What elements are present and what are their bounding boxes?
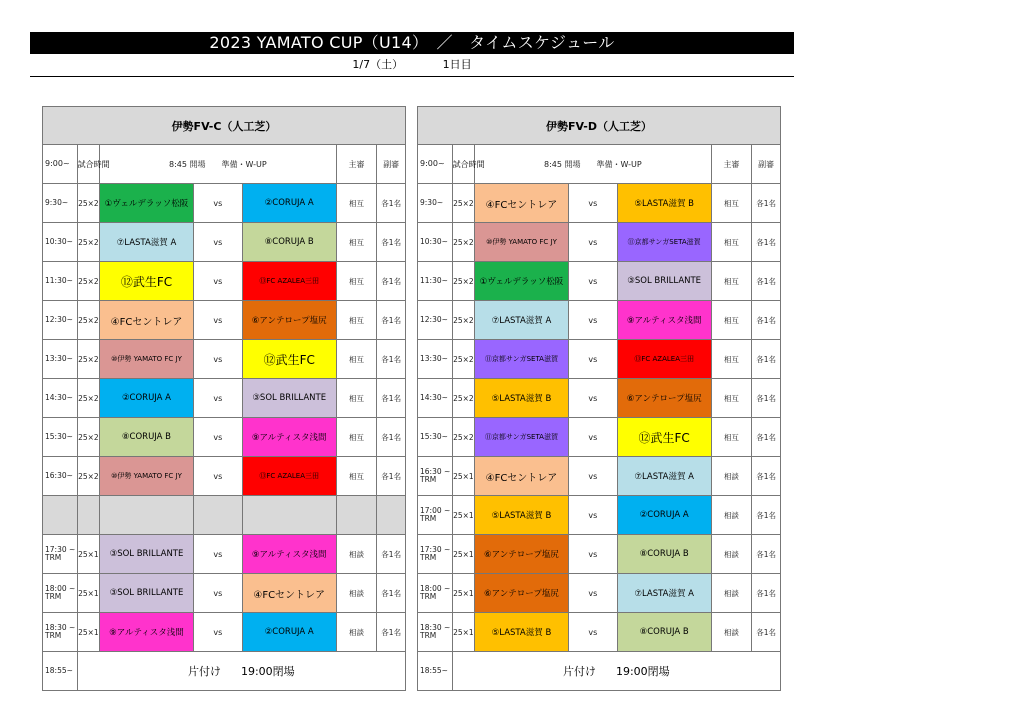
referee: 相互 [336,223,377,262]
match-row [418,613,781,652]
away-team: ②CORUJA A [242,613,336,652]
match-time: 13:30~ [418,340,453,379]
match-format: 25×2 [77,184,99,223]
home-team: ⑤LASTA滋賀 B [475,613,569,652]
away-team: ③SOL BRILLANTE [617,262,711,301]
versus-label: vs [193,184,242,223]
assistant-referee: 各1名 [377,184,406,223]
day-label: 1日目 [442,58,472,71]
referee: 相談 [336,613,377,652]
away-team: ⑧CORUJA B [242,223,336,262]
versus-label: vs [568,379,617,418]
home-team: ⑨アルティスタ浅間 [100,613,194,652]
footer-row [43,652,406,691]
referee: 相互 [711,340,752,379]
match-format: 25×1 [77,574,99,613]
referee: 相談 [711,496,752,535]
cleanup-label: 片付け [187,665,221,678]
versus-label: vs [568,418,617,457]
versus-label: vs [193,301,242,340]
assistant-referee: 各1名 [752,418,781,457]
referee: 相互 [336,301,377,340]
home-team: ⑩伊勢 YAMATO FC JY [100,457,194,496]
assistant-referee: 各1名 [377,301,406,340]
match-format: 25×2 [452,223,474,262]
away-team: ⑨アルティスタ浅間 [242,535,336,574]
home-team: ⑥アンテロープ塩尻 [475,535,569,574]
referee [336,496,377,535]
referee: 相談 [336,535,377,574]
match-row [43,457,406,496]
match-row [43,613,406,652]
referee: 相互 [711,418,752,457]
away-team: ⑥アンテロープ塩尻 [617,379,711,418]
match-time: 17:30 ~ TRM [43,535,78,574]
away-team: ⑦LASTA滋賀 A [617,457,711,496]
assistant-referee: 各1名 [752,262,781,301]
versus-label: vs [568,223,617,262]
home-team: ⑪京都サンガSETA滋賀 [475,418,569,457]
versus-label: vs [193,262,242,301]
match-format: 25×1 [77,613,99,652]
footer-row [418,652,781,691]
away-team: ⑫武生FC [242,340,336,379]
closing-label: 19:00閉場 [615,665,670,678]
closing-info [77,652,405,691]
closing-info [452,652,780,691]
versus-label [193,496,242,535]
assistant-referee: 各1名 [752,184,781,223]
versus-label: vs [193,223,242,262]
match-row [43,340,406,379]
field-title-row [418,107,781,145]
assistant-referee: 各1名 [752,379,781,418]
field-title: 伊勢FV-C（人工芝） [43,107,406,145]
cleanup-label: 片付け [562,665,596,678]
away-team: ⑪京都サンガSETA滋賀 [617,223,711,262]
versus-label: vs [568,535,617,574]
away-team [242,496,336,535]
start-time: 9:00~ [418,145,453,184]
match-time: 11:30~ [418,262,453,301]
away-team: ⑫武生FC [617,418,711,457]
match-time: 10:30~ [43,223,78,262]
match-row [418,496,781,535]
match-format: 25×1 [452,496,474,535]
assistant-referee: 各1名 [752,535,781,574]
home-team: ①ヴェルデラッソ松阪 [475,262,569,301]
assistant-referee: 各1名 [377,457,406,496]
match-time: 15:30~ [43,418,78,457]
home-team: ⑦LASTA滋賀 A [475,301,569,340]
assistant-referee-header: 副審 [752,145,781,184]
match-row [418,418,781,457]
match-format: 25×2 [452,184,474,223]
versus-label: vs [568,574,617,613]
match-time: 12:30~ [418,301,453,340]
match-time: 18:30 ~ TRM [43,613,78,652]
assistant-referee: 各1名 [377,613,406,652]
match-time: 14:30~ [43,379,78,418]
match-row [418,340,781,379]
home-team: ⑪京都サンガSETA滋賀 [475,340,569,379]
assistant-referee: 各1名 [752,613,781,652]
cleanup-time: 18:55~ [43,652,78,691]
referee: 相互 [336,457,377,496]
match-time: 15:30~ [418,418,453,457]
versus-label: vs [193,418,242,457]
column-header-row [43,145,406,184]
match-row [43,223,406,262]
field-title-row [43,107,406,145]
home-team: ⑤LASTA滋賀 B [475,496,569,535]
referee: 相互 [711,184,752,223]
start-time: 9:00~ [43,145,78,184]
match-row [43,535,406,574]
match-time: 18:30 ~ TRM [418,613,453,652]
match-row [43,184,406,223]
assistant-referee: 各1名 [377,340,406,379]
match-format: 25×2 [452,418,474,457]
referee: 相互 [711,223,752,262]
page-subtitle [30,56,794,77]
versus-label: vs [193,535,242,574]
versus-label: vs [568,457,617,496]
assistant-referee [377,496,406,535]
opening-info: 8:45 開場 準備・W-UP [475,145,711,184]
match-row [43,379,406,418]
cleanup-time: 18:55~ [418,652,453,691]
field-title: 伊勢FV-D（人工芝） [418,107,781,145]
home-team: ③SOL BRILLANTE [100,574,194,613]
match-time: 9:30~ [418,184,453,223]
closing-label: 19:00閉場 [240,665,295,678]
match-format: 25×2 [77,301,99,340]
away-team: ③SOL BRILLANTE [242,379,336,418]
match-time: 16:30 ~ TRM [418,457,453,496]
away-team: ⑥アンテロープ塩尻 [242,301,336,340]
match-format: 25×2 [452,301,474,340]
match-format: 25×1 [452,457,474,496]
away-team: ⑬FC AZALEA三田 [242,262,336,301]
match-time [43,496,78,535]
match-row [418,535,781,574]
opening-info: 8:45 開場 準備・W-UP [100,145,337,184]
versus-label: vs [193,379,242,418]
match-format: 25×2 [452,262,474,301]
home-team: ③SOL BRILLANTE [100,535,194,574]
match-row [418,301,781,340]
match-row [418,457,781,496]
home-team: ④FCセントレア [475,184,569,223]
match-format: 25×1 [77,535,99,574]
assistant-referee: 各1名 [377,535,406,574]
match-time: 17:30 ~ TRM [418,535,453,574]
away-team: ⑧CORUJA B [617,535,711,574]
schedule-table-field-c [42,106,406,691]
home-team: ②CORUJA A [100,379,194,418]
away-team: ⑦LASTA滋賀 A [617,574,711,613]
match-time: 16:30~ [43,457,78,496]
referee: 相談 [711,457,752,496]
assistant-referee: 各1名 [377,574,406,613]
match-time: 11:30~ [43,262,78,301]
home-team: ⑧CORUJA B [100,418,194,457]
match-format: 25×2 [77,223,99,262]
away-team: ⑨アルティスタ浅間 [242,418,336,457]
match-row [43,301,406,340]
match-format: 25×1 [452,574,474,613]
away-team: ⑬FC AZALEA三田 [242,457,336,496]
home-team: ①ヴェルデラッソ松阪 [100,184,194,223]
versus-label: vs [568,340,617,379]
column-header-row [418,145,781,184]
format-header: 試合時間 [77,145,99,184]
assistant-referee: 各1名 [752,496,781,535]
schedule-table-field-d [417,106,781,691]
match-row [43,418,406,457]
referee: 相談 [711,613,752,652]
match-time: 17:00 ~ TRM [418,496,453,535]
versus-label: vs [193,574,242,613]
referee: 相互 [336,262,377,301]
assistant-referee: 各1名 [377,223,406,262]
assistant-referee: 各1名 [377,379,406,418]
away-team: ⑤LASTA滋賀 B [617,184,711,223]
home-team: ④FCセントレア [100,301,194,340]
referee: 相互 [711,301,752,340]
referee: 相互 [336,418,377,457]
versus-label: vs [568,184,617,223]
referee: 相互 [711,379,752,418]
home-team [100,496,194,535]
match-row [418,184,781,223]
match-row [418,223,781,262]
assistant-referee: 各1名 [752,301,781,340]
match-format: 25×2 [77,379,99,418]
home-team: ⑦LASTA滋賀 A [100,223,194,262]
referee: 相談 [711,574,752,613]
home-team: ⑩伊勢 YAMATO FC JY [475,223,569,262]
match-format: 25×2 [77,262,99,301]
home-team: ⑤LASTA滋賀 B [475,379,569,418]
referee-header: 主審 [336,145,377,184]
versus-label: vs [193,457,242,496]
match-time: 13:30~ [43,340,78,379]
match-time: 12:30~ [43,301,78,340]
versus-label: vs [193,340,242,379]
match-time: 18:00 ~ TRM [43,574,78,613]
match-format: 25×2 [77,418,99,457]
match-format [77,496,99,535]
versus-label: vs [193,613,242,652]
away-team: ④FCセントレア [242,574,336,613]
assistant-referee: 各1名 [752,457,781,496]
away-team: ②CORUJA A [617,496,711,535]
date-label: 1/7（土） [352,58,404,71]
versus-label: vs [568,496,617,535]
referee: 相談 [711,535,752,574]
page-title: 2023 YAMATO CUP（U14） ／ タイムスケジュール [30,32,794,54]
match-row [43,574,406,613]
referee: 相互 [336,379,377,418]
away-team: ⑨アルティスタ浅間 [617,301,711,340]
match-row [418,262,781,301]
assistant-referee: 各1名 [752,340,781,379]
match-time: 10:30~ [418,223,453,262]
home-team: ⑫武生FC [100,262,194,301]
match-row [43,496,406,535]
match-time: 18:00 ~ TRM [418,574,453,613]
assistant-referee-header: 副審 [377,145,406,184]
away-team: ②CORUJA A [242,184,336,223]
versus-label: vs [568,262,617,301]
assistant-referee: 各1名 [752,574,781,613]
match-format: 25×1 [452,535,474,574]
match-time: 14:30~ [418,379,453,418]
assistant-referee: 各1名 [377,418,406,457]
referee: 相互 [336,184,377,223]
assistant-referee: 各1名 [752,223,781,262]
versus-label: vs [568,301,617,340]
match-format: 25×2 [77,340,99,379]
home-team: ⑩伊勢 YAMATO FC JY [100,340,194,379]
match-row [418,574,781,613]
away-team: ⑧CORUJA B [617,613,711,652]
match-format: 25×2 [452,340,474,379]
versus-label: vs [568,613,617,652]
home-team: ⑥アンテロープ塩尻 [475,574,569,613]
format-header: 試合時間 [452,145,474,184]
home-team: ④FCセントレア [475,457,569,496]
referee: 相互 [711,262,752,301]
referee: 相談 [336,574,377,613]
match-time: 9:30~ [43,184,78,223]
away-team: ⑬FC AZALEA三田 [617,340,711,379]
assistant-referee: 各1名 [377,262,406,301]
referee: 相互 [336,340,377,379]
match-row [43,262,406,301]
match-format: 25×1 [452,613,474,652]
match-format: 25×2 [452,379,474,418]
referee-header: 主審 [711,145,752,184]
match-row [418,379,781,418]
match-format: 25×2 [77,457,99,496]
